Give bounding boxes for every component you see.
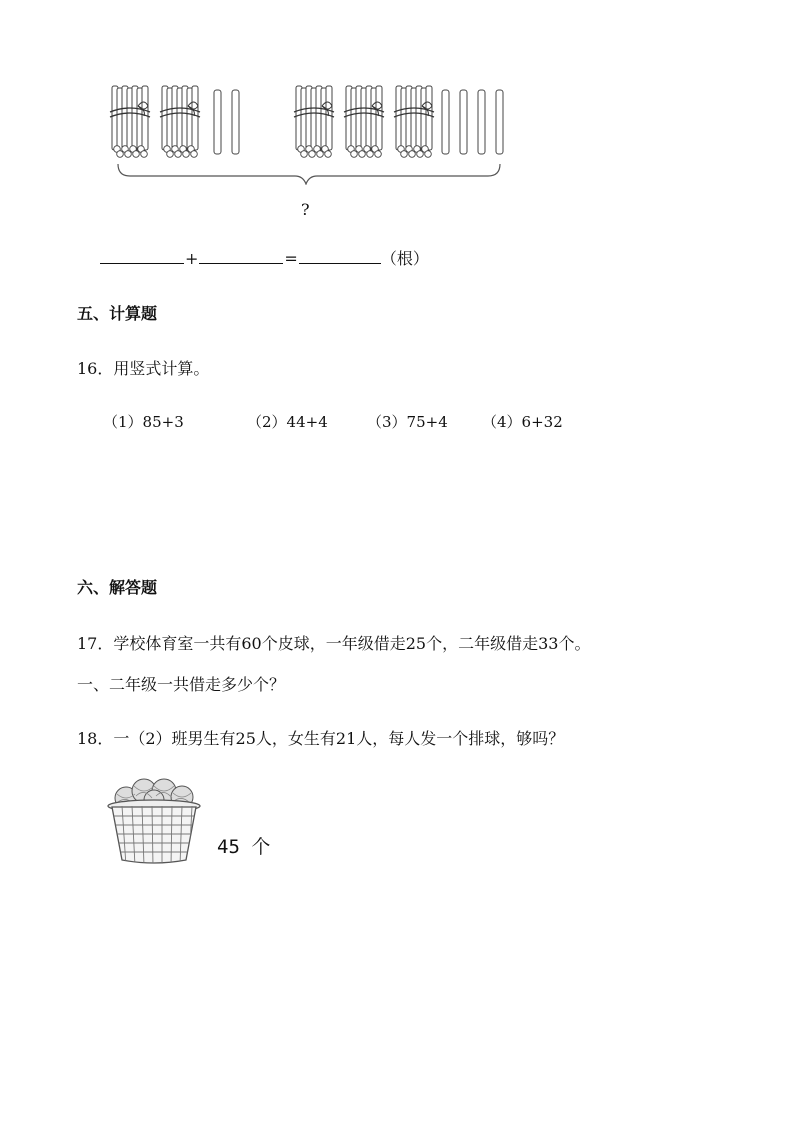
question-17-line1: 17．学校体育室一共有60个皮球，一年级借走25个，二年级借走33个。 — [77, 634, 591, 653]
section5-heading: 五、计算题 — [77, 304, 158, 323]
stick-bundle — [394, 86, 434, 157]
equals-sign: = — [284, 249, 298, 268]
question-16: 16．用竖式计算。 — [77, 359, 210, 378]
brace — [118, 164, 500, 184]
question-17-line2: 一、二年级一共借走多少个？ — [77, 675, 286, 694]
answer-blank-1[interactable] — [100, 249, 184, 264]
stick-bundle — [110, 86, 150, 157]
question-mark: ? — [301, 200, 310, 219]
answer-blank-3[interactable] — [299, 249, 381, 264]
single-stick — [496, 90, 503, 154]
answer-blank-2[interactable] — [199, 249, 283, 264]
sticks-illustration — [100, 80, 520, 185]
plus-sign: + — [185, 249, 199, 268]
volleyball-basket-image — [104, 774, 204, 866]
problem-3: （3）75+4 — [367, 413, 448, 431]
single-stick — [478, 90, 485, 154]
stick-bundle — [344, 86, 384, 157]
problem-2: （2）44+4 — [247, 413, 328, 431]
question-18: 18．一（2）班男生有25人，女生有21人，每人发一个排球，够吗？ — [77, 729, 565, 748]
problem-1: （1）85+3 — [103, 413, 184, 431]
section6-heading: 六、解答题 — [77, 578, 158, 597]
stick-bundle — [160, 86, 200, 157]
stick-bundle — [294, 86, 334, 157]
single-stick — [442, 90, 449, 154]
basket-label: 45 个 — [217, 836, 271, 858]
problem-4: （4）6+32 — [482, 413, 563, 431]
equation-line — [100, 246, 429, 269]
single-stick — [232, 90, 239, 154]
single-stick — [214, 90, 221, 154]
single-stick — [460, 90, 467, 154]
unit-label: （根） — [380, 249, 429, 268]
